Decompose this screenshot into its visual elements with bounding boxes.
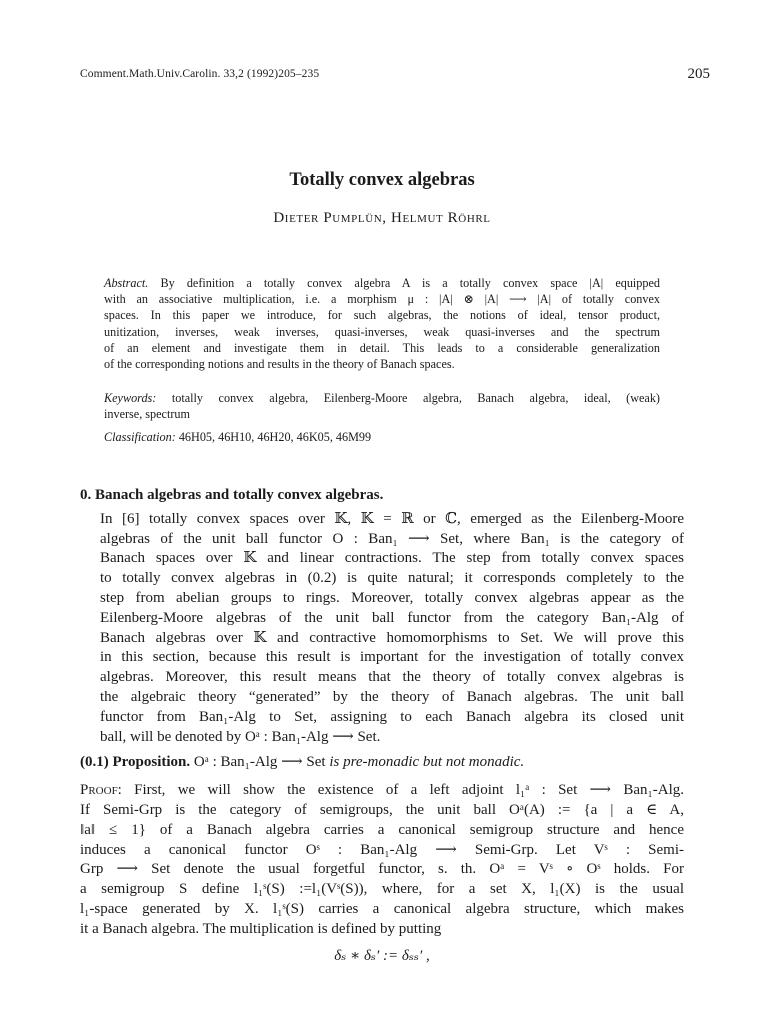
paragraph-line: ball, will be denoted by Oᵃ : Ban₁-Alg ⟶ Set. [100, 728, 381, 745]
keywords-line: Keywords: totally convex algebra, Eilenberg-Moore algebra, Banach algebra, ideal, (weak) [104, 391, 660, 406]
keywords [104, 390, 660, 422]
section-heading: 0. Banach algebras and totally convex algebras. [80, 487, 384, 503]
abstract-line: of the corresponding notions and results in the theory of Banach spaces. [104, 357, 455, 372]
main-text [80, 486, 684, 940]
keywords-line: inverse, spectrum [104, 407, 190, 422]
abstract [104, 275, 660, 372]
abstract-block [104, 275, 660, 445]
paragraph-line: in this section, because this result is important for the investigation of totally convex [100, 649, 684, 666]
paragraph-line: the algebraic theory “generated” by the theory of Banach algebras. The unit ball [100, 688, 684, 705]
proof-line: ‖a‖ ≤ 1} of a Banach algebra carries a canonical semigroup structure and hence [80, 821, 684, 838]
journal-reference: Comment.Math.Univ.Carolin. 33,2 (1992)205–235 [80, 68, 320, 80]
abstract-line: spaces. In this paper we introduce, for such algebras, the notions of ideal, tensor product, [104, 308, 660, 323]
paragraph-line: Eilenberg-Moore algebras of the unit ball functor from the category Ban₁-Alg of [100, 609, 684, 626]
proof-line: it a Banach algebra. The multiplication is defined by putting [80, 920, 442, 937]
running-head [80, 66, 710, 86]
proposition [80, 753, 684, 773]
paragraph-line: algebras. Moreover, this result means that the theory of totally convex algebras is [100, 669, 684, 686]
paper-page [80, 0, 710, 1024]
section-paragraph [80, 510, 684, 748]
proof-line: Grp ⟶ Set denote the usual forgetful functor, s. th. Oᵃ = Vˢ ∘ Oˢ holds. For [80, 861, 684, 878]
proof [80, 781, 684, 939]
proof-line: l₁-space generated by X. l₁ˢ(S) carries a canonical algebra structure, which makes [80, 900, 684, 917]
proposition-statement: Oᵃ : Ban₁-Alg ⟶ Set [193, 754, 326, 771]
proof-label: Proof: [80, 782, 122, 799]
paragraph-line: step from abelian groups to rings. Moreover, totally convex algebras appear as the [100, 589, 684, 606]
paper-title: Totally convex algebras [289, 170, 475, 190]
classification-label: Classification: [104, 429, 176, 444]
proposition-label: (0.1) Proposition. [80, 754, 191, 771]
paragraph-line: In [6] totally convex spaces over 𝕂, 𝕂 = ℝ or ℂ, emerged as the Eilenberg-Moore [100, 510, 684, 527]
display-equation: δₛ ∗ δₛ′ := δₛₛ′ , [334, 948, 430, 964]
proposition-tail: is pre-monadic but not monadic. [325, 754, 525, 771]
paragraph-line: Banach spaces over 𝕂 and linear contractions. The step from totally convex spaces [100, 550, 684, 567]
keywords-label: Keywords: [104, 391, 157, 406]
paragraph-line: functor from Ban₁-Alg to Set, assigning to each Banach algebra its closed unit [100, 708, 684, 725]
paragraph-line: algebras of the unit ball functor O : Ban₁ ⟶ Set, where Ban₁ is the category of [100, 530, 684, 547]
paragraph-line: to totally convex algebras in (0.2) is quite natural; it corresponds completely to the [100, 570, 684, 587]
abstract-line: of an element and investigate them in detail. This leads to a considerable generalization [104, 340, 660, 355]
page-number: 205 [687, 66, 710, 82]
proof-line: induces a canonical functor Oˢ : Ban₁-Alg ⟶ Semi-Grp. Let Vˢ : Semi- [80, 841, 684, 858]
abstract-line: unitization, inverses, weak inverses, quasi-inverses, weak quasi-inverses and the spectrum [104, 324, 660, 339]
classification-line: Classification: 46H05, 46H10, 46H20, 46K05, 46M99 [104, 429, 372, 444]
proof-line: a semigroup S define l₁ˢ(S) :=l₁(Vˢ(S)), where, for a set X, l₁(X) is the usual [80, 881, 684, 898]
abstract-line: Abstract. By definition a totally convex algebra A is a totally convex space |A| equipped [104, 276, 660, 290]
abstract-label: Abstract. [104, 276, 149, 290]
classification [104, 429, 660, 445]
author-list: Dieter Pumplün, Helmut Röhrl [273, 210, 491, 226]
proof-line: If Semi-Grp is the category of semigroups, the unit ball Oᵃ(A) := {a | a ∈ A, [80, 801, 684, 818]
paragraph-line: Banach algebras over 𝕂 and contractive homomorphisms to Set. We will prove this [100, 629, 684, 646]
proof-line: Proof: First, we will show the existence of a left adjoint l₁ᵃ : Set ⟶ Ban₁-Alg. [80, 782, 684, 799]
abstract-line: with an associative multiplication, i.e. a morphism μ : |A| ⊗ |A| ⟶ |A| of totally convex [104, 292, 660, 307]
